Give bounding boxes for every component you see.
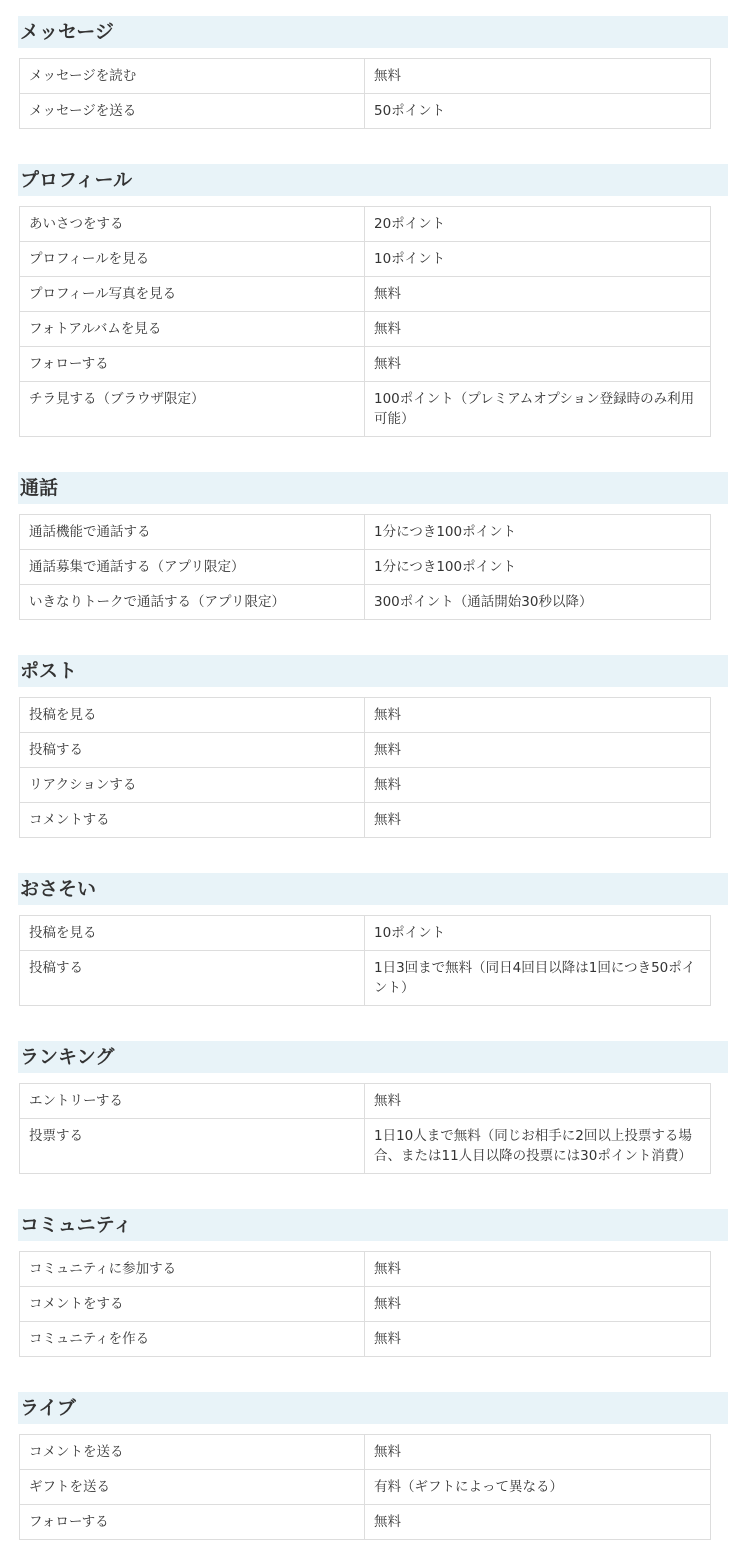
fee-table [19, 697, 711, 838]
cost-cell: 無料 [365, 1252, 711, 1287]
section-call [18, 472, 728, 620]
section-profile [18, 164, 728, 437]
action-cell: コミュニティを作る [20, 1322, 365, 1357]
cost-cell: 300ポイント（通話開始30秒以降） [365, 585, 711, 620]
fee-table [19, 1434, 711, 1540]
cost-cell: 無料 [365, 1435, 711, 1470]
table-row [20, 1287, 711, 1322]
action-cell: ギフトを送る [20, 1470, 365, 1505]
action-cell: プロフィール写真を見る [20, 277, 365, 312]
table-row [20, 277, 711, 312]
section-title: ポスト [18, 655, 728, 687]
cost-cell: 無料 [365, 1505, 711, 1540]
section-title: メッセージ [18, 16, 728, 48]
action-cell: 投稿する [20, 951, 365, 1006]
table-row [20, 698, 711, 733]
cost-cell: 有料（ギフトによって異なる） [365, 1470, 711, 1505]
fee-table [19, 206, 711, 437]
fee-table [19, 58, 711, 129]
section-title: 通話 [18, 472, 728, 504]
action-cell: 通話機能で通話する [20, 515, 365, 550]
action-cell: メッセージを送る [20, 94, 365, 129]
action-cell: コメントをする [20, 1287, 365, 1322]
cost-cell: 無料 [365, 733, 711, 768]
table-row [20, 1505, 711, 1540]
cost-cell: 無料 [365, 768, 711, 803]
table-row [20, 803, 711, 838]
table-row [20, 382, 711, 437]
cost-cell: 1分につき100ポイント [365, 550, 711, 585]
fee-table [19, 1083, 711, 1174]
cost-cell: 1日10人まで無料（同じお相手に2回以上投票する場合、または11人目以降の投票には30ポイント消費） [365, 1119, 711, 1174]
action-cell: チラ見する（ブラウザ限定） [20, 382, 365, 437]
action-cell: コメントを送る [20, 1435, 365, 1470]
table-row [20, 207, 711, 242]
table-row [20, 1252, 711, 1287]
cost-cell: 無料 [365, 59, 711, 94]
fee-table [19, 514, 711, 620]
section-ranking [18, 1041, 728, 1174]
table-row [20, 242, 711, 277]
cost-cell: 無料 [365, 698, 711, 733]
cost-cell: 1分につき100ポイント [365, 515, 711, 550]
table-row [20, 347, 711, 382]
section-live [18, 1392, 728, 1540]
action-cell: リアクションする [20, 768, 365, 803]
table-row [20, 59, 711, 94]
table-row [20, 768, 711, 803]
action-cell: 投稿する [20, 733, 365, 768]
section-title: コミュニティ [18, 1209, 728, 1241]
table-row [20, 550, 711, 585]
fee-table [19, 915, 711, 1006]
table-row [20, 515, 711, 550]
section-message [18, 16, 728, 129]
action-cell: エントリーする [20, 1084, 365, 1119]
cost-cell: 50ポイント [365, 94, 711, 129]
action-cell: いきなりトークで通話する（アプリ限定） [20, 585, 365, 620]
cost-cell: 10ポイント [365, 242, 711, 277]
table-row [20, 1119, 711, 1174]
action-cell: 投票する [20, 1119, 365, 1174]
action-cell: 通話募集で通話する（アプリ限定） [20, 550, 365, 585]
table-row [20, 94, 711, 129]
cost-cell: 無料 [365, 1322, 711, 1357]
action-cell: あいさつをする [20, 207, 365, 242]
table-row [20, 585, 711, 620]
cost-cell: 無料 [365, 347, 711, 382]
section-post [18, 655, 728, 838]
section-title: おさそい [18, 873, 728, 905]
section-invite [18, 873, 728, 1006]
table-row [20, 916, 711, 951]
cost-cell: 20ポイント [365, 207, 711, 242]
cost-cell: 無料 [365, 1287, 711, 1322]
action-cell: フォトアルバムを見る [20, 312, 365, 347]
cost-cell: 無料 [365, 803, 711, 838]
action-cell: フォローする [20, 347, 365, 382]
action-cell: 投稿を見る [20, 698, 365, 733]
fee-table [19, 1251, 711, 1357]
table-row [20, 1470, 711, 1505]
table-row [20, 951, 711, 1006]
table-row [20, 1084, 711, 1119]
section-community [18, 1209, 728, 1357]
cost-cell: 無料 [365, 1084, 711, 1119]
action-cell: メッセージを読む [20, 59, 365, 94]
cost-cell: 無料 [365, 277, 711, 312]
section-title: ライブ [18, 1392, 728, 1424]
table-row [20, 1322, 711, 1357]
action-cell: フォローする [20, 1505, 365, 1540]
table-row [20, 1435, 711, 1470]
cost-cell: 100ポイント（プレミアムオプション登録時のみ利用可能） [365, 382, 711, 437]
section-title: ランキング [18, 1041, 728, 1073]
section-title: プロフィール [18, 164, 728, 196]
cost-cell: 10ポイント [365, 916, 711, 951]
cost-cell: 1日3回まで無料（同日4回目以降は1回につき50ポイント） [365, 951, 711, 1006]
action-cell: コミュニティに参加する [20, 1252, 365, 1287]
table-row [20, 733, 711, 768]
cost-cell: 無料 [365, 312, 711, 347]
action-cell: プロフィールを見る [20, 242, 365, 277]
action-cell: 投稿を見る [20, 916, 365, 951]
table-row [20, 312, 711, 347]
action-cell: コメントする [20, 803, 365, 838]
